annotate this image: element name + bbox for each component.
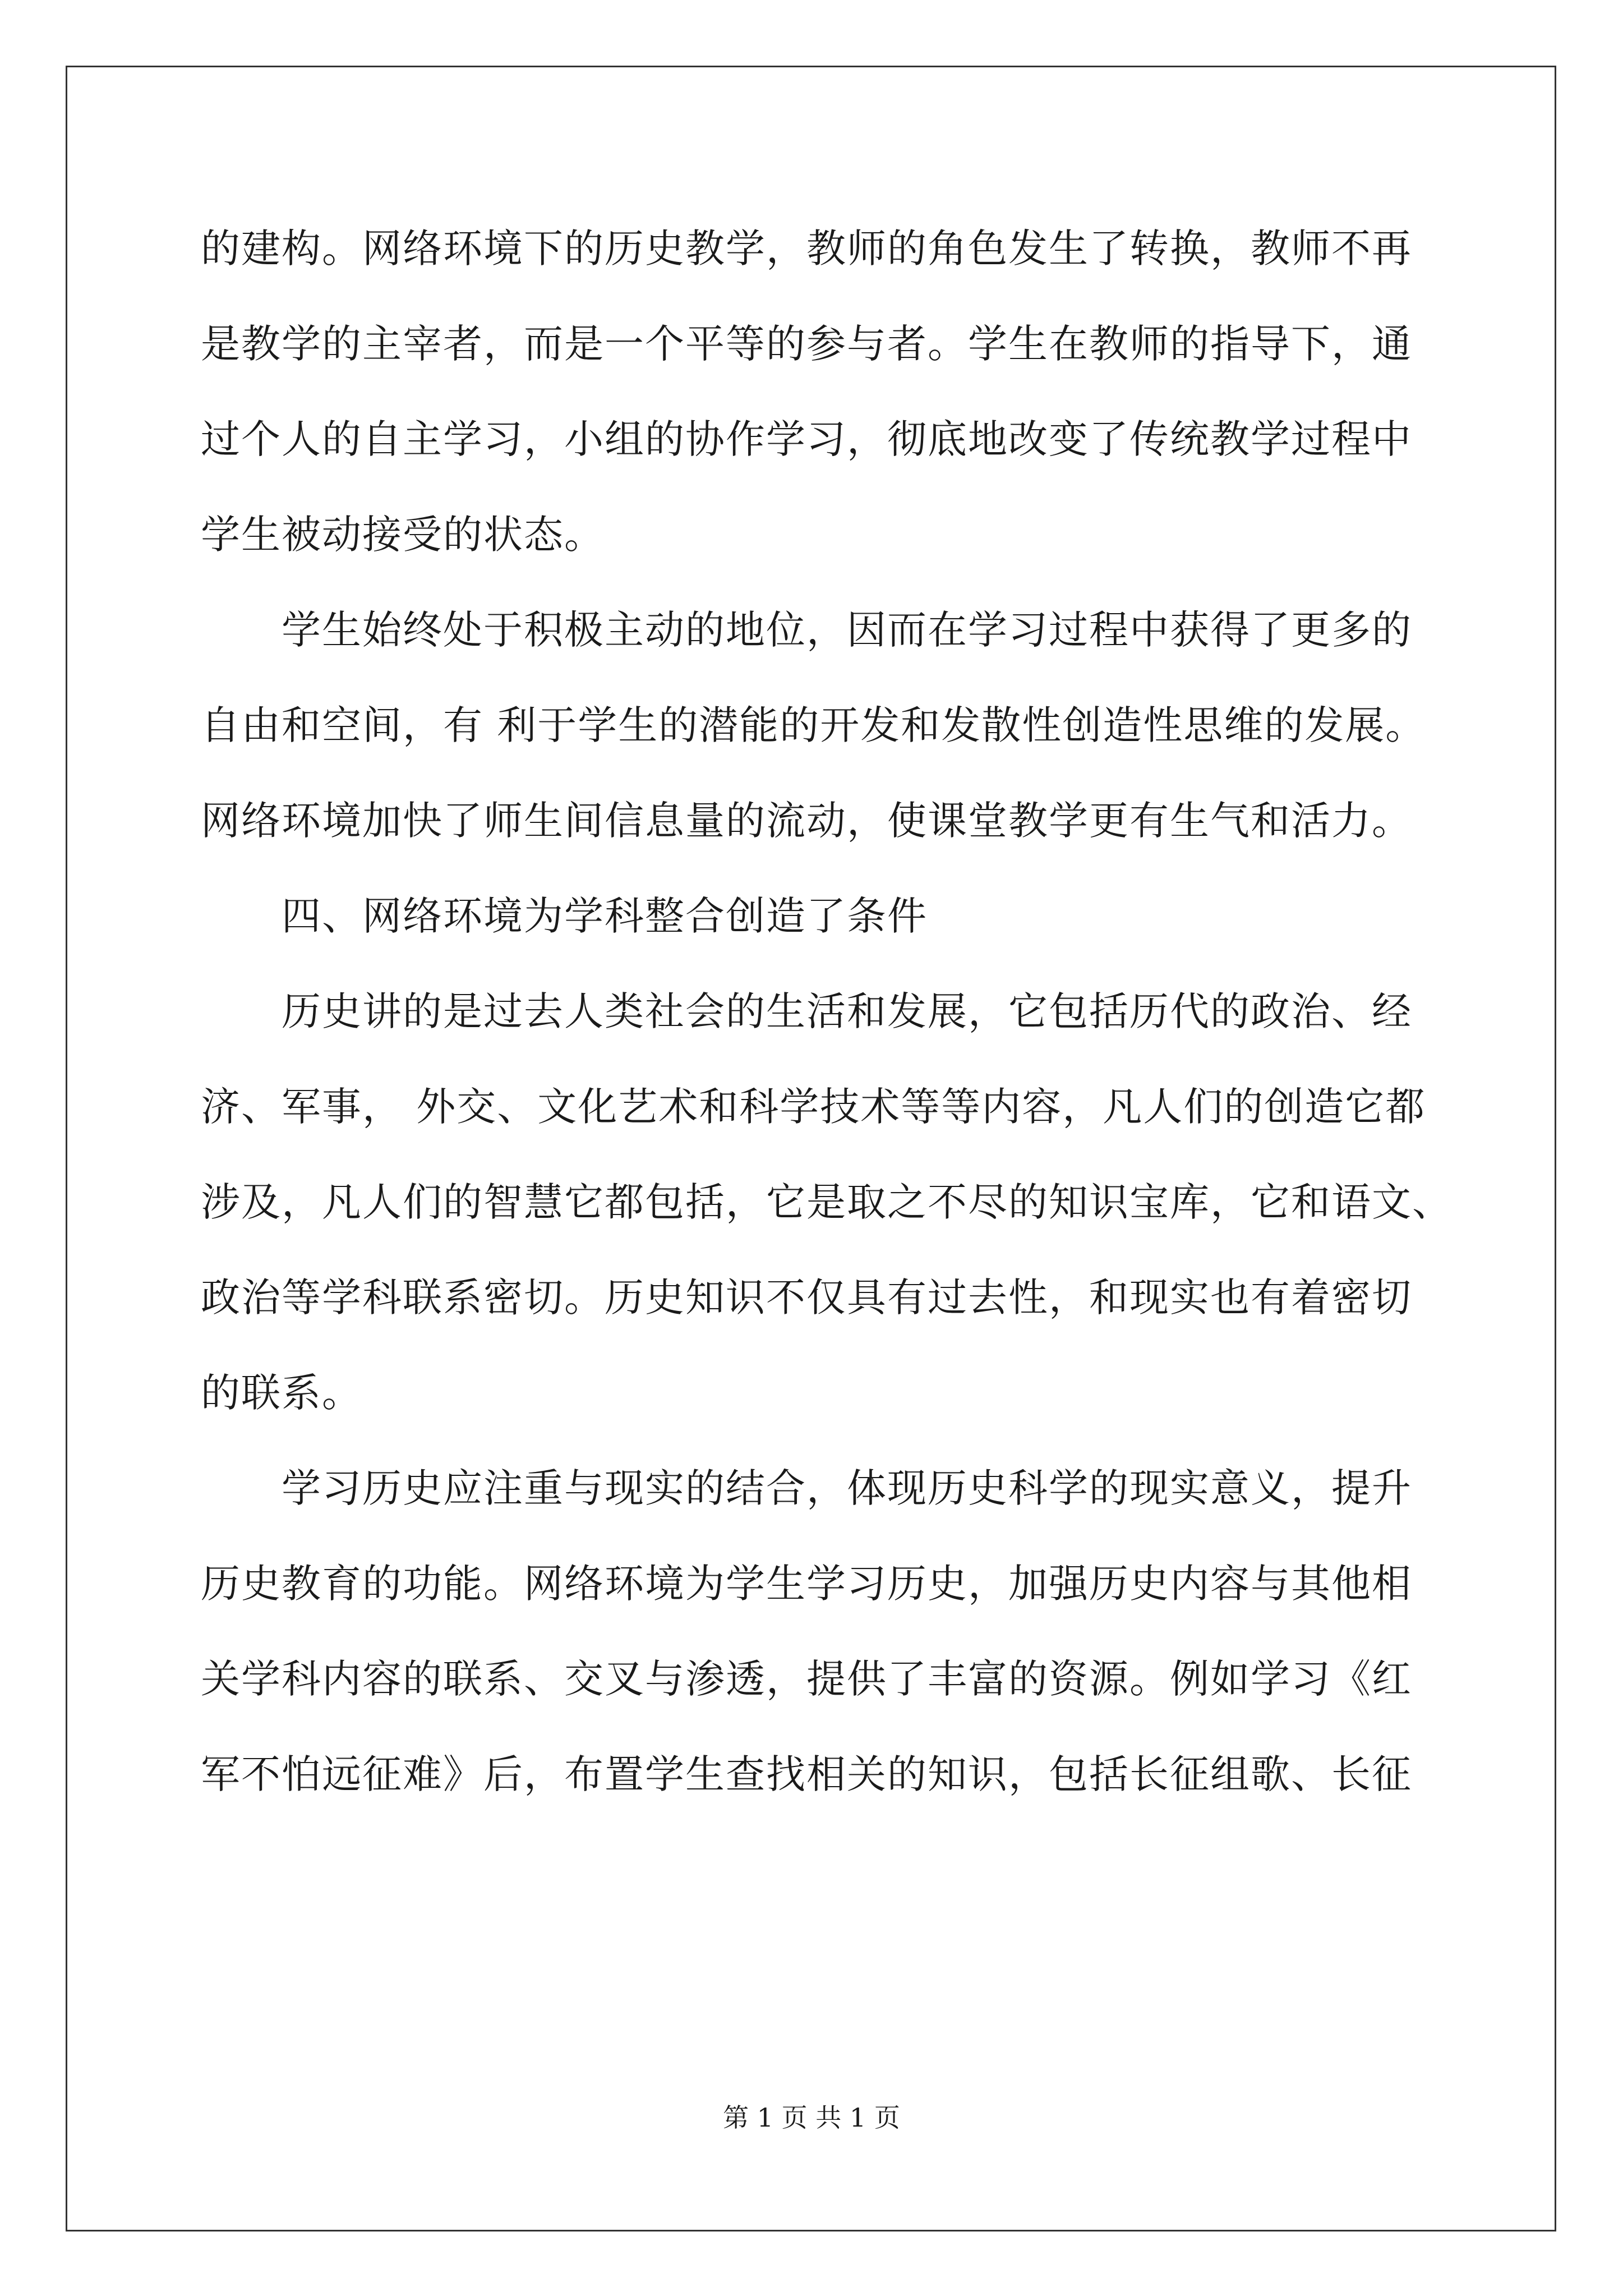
text-line: 网络环境加快了师生间信息量的流动，使课堂教学更有生气和活力。 xyxy=(201,798,1412,844)
text-line: 自由和空间，有 利于学生的潜能的开发和发散性创造性思维的发展。 xyxy=(201,702,1426,748)
section-heading: 四、网络环境为学科整合创造了条件 xyxy=(201,893,928,939)
text-line: 学生始终处于积极主动的地位，因而在学习过程中获得了更多的 xyxy=(201,607,1412,653)
text-line: 的建构。网络环境下的历史教学，教师的角色发生了转换，教师不再 xyxy=(201,226,1412,272)
text-line: 军不怕远征难》后，布置学生查找相关的知识，包括长征组歌、长征 xyxy=(201,1751,1412,1797)
page-footer: 第 1 页 共 1 页 xyxy=(723,2102,900,2133)
text-line: 的联系。 xyxy=(201,1370,362,1416)
page-frame xyxy=(66,66,1556,2231)
text-line: 关学科内容的联系、交叉与渗透，提供了丰富的资源。例如学习《红 xyxy=(201,1656,1412,1702)
text-line: 历史教育的功能。网络环境为学生学习历史，加强历史内容与其他相 xyxy=(201,1561,1412,1607)
text-line: 学习历史应注重与现实的结合，体现历史科学的现实意义，提升 xyxy=(201,1465,1412,1511)
text-line: 是教学的主宰者，而是一个平等的参与者。学生在教师的指导下，通 xyxy=(201,321,1412,367)
text-line: 涉及，凡人们的智慧它都包括，它是取之不尽的知识宝库，它和语文、 xyxy=(201,1179,1453,1225)
text-line: 学生被动接受的状态。 xyxy=(201,512,605,558)
text-line: 历史讲的是过去人类社会的生活和发展，它包括历代的政治、经 xyxy=(201,988,1412,1034)
text-line: 过个人的自主学习，小组的协作学习，彻底地改变了传统教学过程中 xyxy=(201,416,1412,462)
text-line: 政治等学科联系密切。历史知识不仅具有过去性，和现实也有着密切 xyxy=(201,1274,1412,1320)
text-line: 济、军事， 外交、文化艺术和科学技术等等内容，凡人们的创造它都 xyxy=(201,1084,1426,1130)
